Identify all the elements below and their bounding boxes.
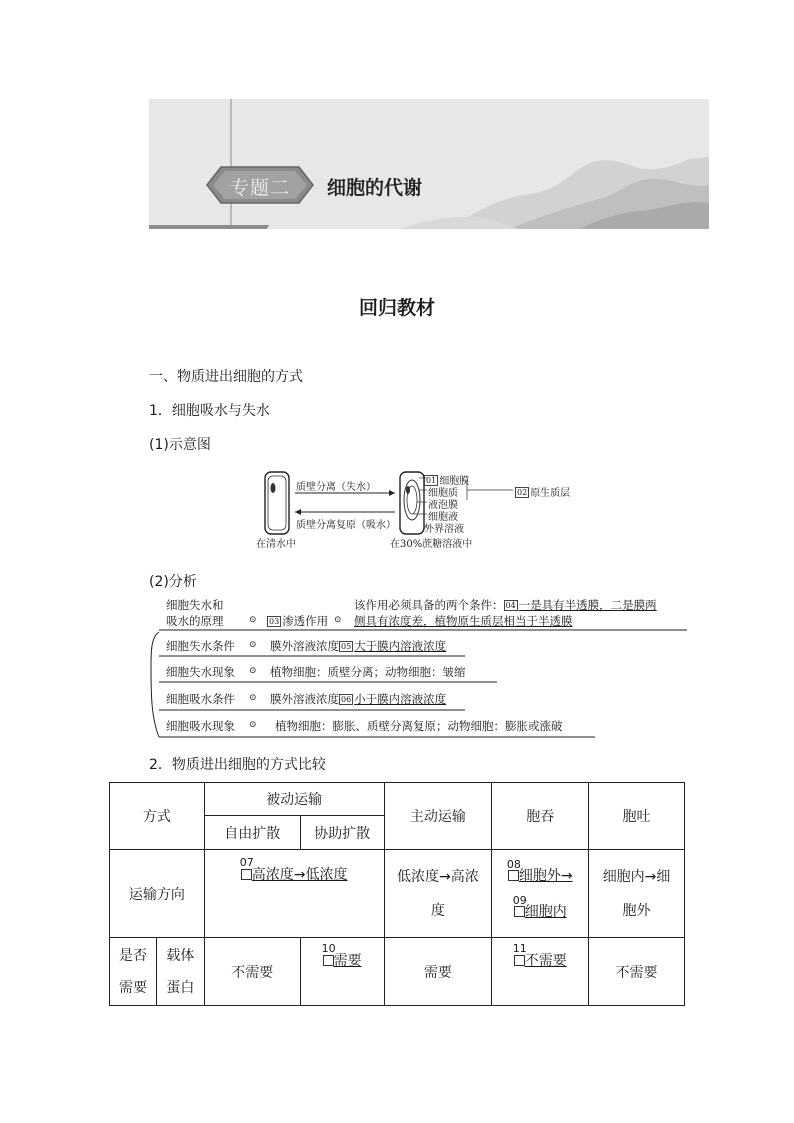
header-method: 方式: [110, 783, 205, 850]
left-cell-caption: 在清水中: [256, 539, 296, 550]
label-cytoplasm: 细胞质: [428, 488, 458, 499]
analysis-row2-text: 膜外溶液浓度 05 大于膜内溶液浓度: [270, 639, 447, 653]
subheading-1b: (2)分析: [149, 574, 197, 590]
blank-marker-07: 07: [241, 867, 252, 883]
subheading-2: 2．物质进出细胞的方式比较: [149, 757, 326, 773]
label-cell-sap: 细胞液: [428, 512, 458, 523]
row-direction-label: 运输方向: [110, 850, 205, 938]
analysis-row1-bullet: ⊙: [249, 615, 257, 625]
row-carrier-label-a: 是否 需要: [110, 938, 157, 1006]
analysis-row2-head: 细胞失水条件: [166, 639, 235, 653]
cell-endocytosis-carrier: 11 不需要: [492, 938, 589, 1006]
right-cell-caption: 在30%蔗糖溶液中: [390, 539, 473, 550]
banner-mountains-graphic: [149, 99, 709, 229]
analysis-row4-bullet: ⊙: [249, 693, 257, 703]
chapter-title: 细胞的代谢: [327, 177, 423, 199]
arrow-deplasmolysis-label: 质壁分离复原（吸水）: [296, 520, 396, 531]
analysis-row1-head-2: 吸水的原理: [166, 614, 224, 628]
chapter-banner: [149, 99, 709, 229]
row-carrier-label-b: 载体 蛋白: [156, 938, 204, 1006]
blank-marker-11: 11: [514, 953, 525, 969]
label-tonoplast: 液泡膜: [428, 500, 458, 511]
analysis-row1-mid: 03 渗透作用: [269, 614, 329, 628]
cell-active-carrier: 需要: [384, 938, 492, 1006]
analysis-row1-text-2: 侧具有浓度差，植物原生质层相当于半透膜: [354, 614, 573, 628]
transport-comparison-table: [109, 782, 685, 1006]
blank-marker-10: 10: [323, 953, 334, 969]
cell-endocytosis-direction: 08 细胞外→ 09 细胞内: [492, 850, 589, 938]
analysis-row2-bullet: ⊙: [249, 640, 257, 650]
arrow-plasmolysis-label: 质壁分离（失水）: [296, 482, 376, 493]
analysis-row5-text: 植物细胞：膨胀、质壁分离复原；动物细胞：膨胀或涨破: [275, 719, 563, 733]
label-external-solution: 外界溶液: [424, 524, 464, 535]
analysis-row4-text: 膜外溶液浓度 06 小于膜内溶液浓度: [270, 692, 447, 706]
cell-facilitated-carrier: 10 需要: [300, 938, 384, 1006]
part-heading: 一、物质进出细胞的方式: [149, 369, 303, 385]
cell-exocytosis-carrier: 不需要: [589, 938, 685, 1006]
analysis-row3-head: 细胞失水现象: [166, 665, 235, 679]
subheading-1a: (1)示意图: [149, 437, 211, 453]
label-protoplast-layer: 02 原生质层: [517, 488, 571, 499]
cell-exocytosis-direction: 细胞内→细 胞外: [589, 850, 685, 938]
header-facilitated-diffusion: 协助扩散: [300, 816, 384, 850]
analysis-row4-head: 细胞吸水条件: [166, 692, 235, 706]
section-heading: 回归教材: [358, 297, 435, 319]
analysis-row3-text: 植物细胞：质壁分离；动物细胞：皱缩: [270, 665, 466, 679]
header-endocytosis: 胞吞: [492, 783, 589, 850]
subheading-1: 1．细胞吸水与失水: [149, 403, 270, 419]
analysis-row1-head-1: 细胞失水和: [166, 598, 224, 612]
cell-passive-direction: 07 高浓度→低浓度: [204, 850, 384, 938]
header-free-diffusion: 自由扩散: [204, 816, 300, 850]
chapter-tag: 专题二: [229, 177, 290, 199]
analysis-row1-bullet2: ⊙: [334, 615, 342, 625]
blank-marker-09: 09: [514, 894, 525, 930]
header-active: 主动运输: [384, 783, 492, 850]
analysis-row5-bullet: ⊙: [249, 720, 257, 730]
header-exocytosis: 胞吐: [589, 783, 685, 850]
cell-free-carrier: 不需要: [204, 938, 300, 1006]
blank-marker-08: 08: [508, 858, 519, 894]
analysis-row3-bullet: ⊙: [249, 666, 257, 676]
label-cell-membrane: 01 细胞膜: [426, 476, 470, 487]
analysis-row1-text-1: 该作用必须具备的两个条件： 04 一是具有半透膜，二是膜两: [354, 598, 657, 612]
cell-active-direction: 低浓度→高浓 度: [384, 850, 492, 938]
analysis-row5-head: 细胞吸水现象: [166, 719, 235, 733]
header-passive: 被动运输: [204, 783, 384, 816]
